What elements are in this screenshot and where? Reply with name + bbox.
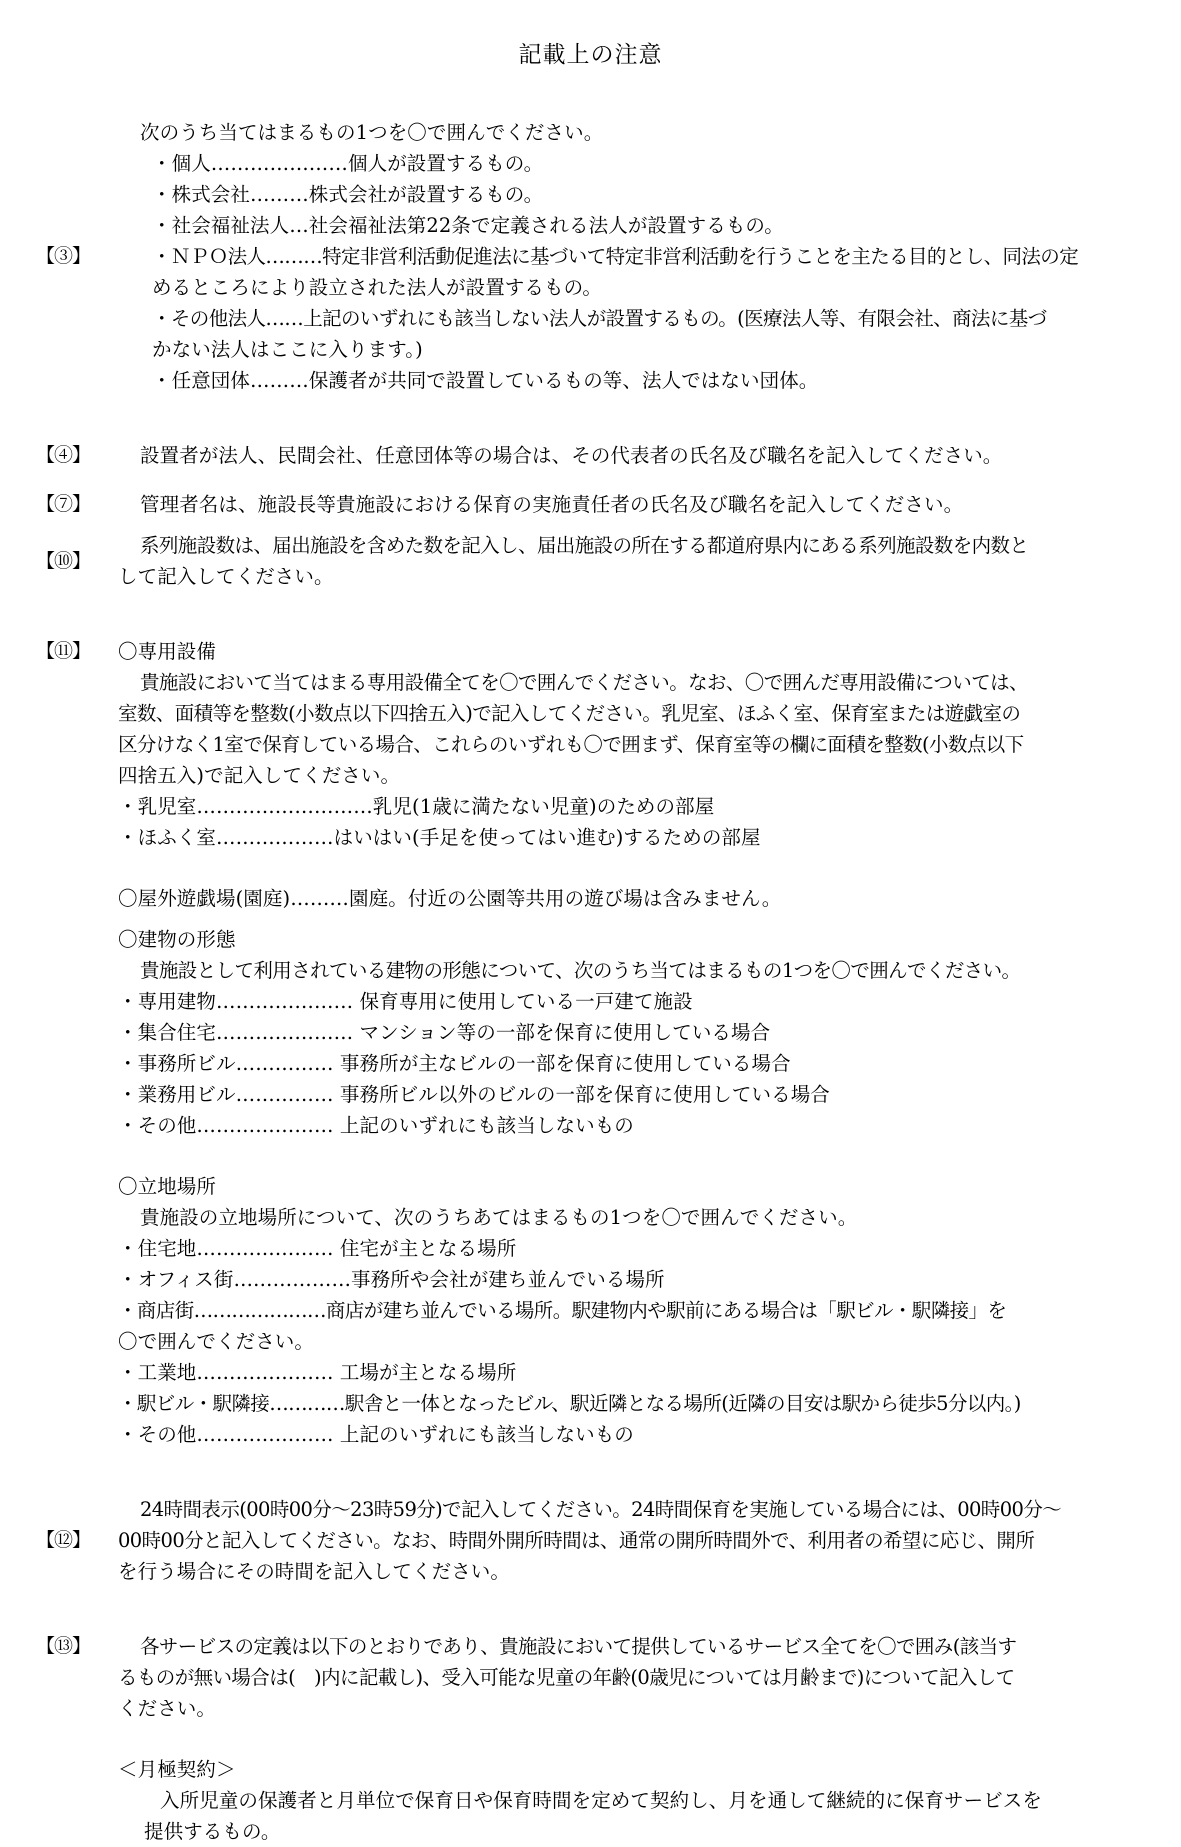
- list-item: ・その他法人……上記のいずれにも該当しない法人が設置するもの。(医療法人等、有限会社、商法に基づ: [152, 307, 1047, 330]
- intro-body: [118, 117, 1159, 241]
- spacer: [36, 471, 1159, 489]
- section-marker-11: 【⑪】: [36, 640, 91, 662]
- intro-section: [36, 117, 1159, 241]
- page-title: 記載上の注意: [518, 42, 663, 68]
- section-11: [36, 636, 1159, 1450]
- list-item: ・住宅地………………… 住宅が主となる場所: [118, 1237, 517, 1260]
- section-marker-7: 【⑦】: [36, 493, 91, 515]
- section-13-text-cont: るものが無い場合は( )内に記載し)、受入可能な児童の年齢(0歳児については月齢まで)について記入して: [118, 1666, 1015, 1689]
- spacer: [118, 914, 1159, 924]
- spacer: [36, 396, 1159, 440]
- list-item: ・駅ビル・駅隣接…………駅舎と一体となったビル、駅近隣となる場所(近隣の目安は駅から徒歩5分以内。): [118, 1392, 1021, 1415]
- section-3-body: [118, 241, 1159, 396]
- list-item: ・その他………………… 上記のいずれにも該当しないもの: [118, 1114, 634, 1137]
- section-12: [36, 1494, 1159, 1587]
- contract-heading: ＜月極契約＞: [118, 1758, 236, 1781]
- building-heading: 〇建物の形態: [118, 928, 236, 951]
- spacer: [36, 1587, 1159, 1631]
- section-11-body: [118, 636, 1159, 1450]
- section-12-text-cont: を行う場合にその時間を記入してください。: [118, 1560, 511, 1583]
- contract-line: 入所児童の保護者と月単位で保育日や保育時間を定めて契約し、月を通して継続的に保育サービスを: [160, 1789, 1043, 1812]
- spacer: [118, 853, 1159, 883]
- location-heading: 〇立地場所: [118, 1175, 217, 1198]
- section-13-text: 各サービスの定義は以下のとおりであり、貴施設において提供しているサービス全てを〇で囲み(該当す: [140, 1635, 1017, 1658]
- section-12-text-cont: 00時00分と記入してください。なお、時間外開所時間は、通常の開所時間外で、利用者の希望に応じ、開所: [118, 1529, 1035, 1552]
- list-item: ・集合住宅………………… マンション等の一部を保育に使用している場合: [118, 1021, 771, 1044]
- section-4: [36, 440, 1159, 471]
- section-13-text-cont: ください。: [118, 1697, 217, 1720]
- section-7: [36, 489, 1159, 520]
- list-item: ・専用建物………………… 保育専用に使用している一戸建て施設: [118, 990, 693, 1013]
- section-marker-12: 【⑫】: [36, 1529, 91, 1551]
- list-item: ・工業地………………… 工場が主となる場所: [118, 1361, 517, 1384]
- list-item: ・任意団体………保護者が共同で設置しているもの等、法人ではない団体。: [152, 369, 819, 392]
- intro-lead: 次のうち当てはまるもの1つを〇で囲んでください。: [140, 121, 604, 144]
- section-marker-13: 【⑬】: [36, 1635, 91, 1657]
- document-body: [0, 117, 1181, 1847]
- list-item: ・業務用ビル…………… 事務所ビル以外のビルの一部を保育に使用している場合: [118, 1083, 830, 1106]
- list-item: ・ＮＰＯ法人………特定非営利活動促進法に基づいて特定非営利活動を行うことを主たる目的とし、同法の定: [152, 245, 1079, 268]
- section-10: [36, 530, 1159, 592]
- section-marker-4: 【④】: [36, 444, 91, 466]
- list-item: ・事務所ビル…………… 事務所が主なビルの一部を保育に使用している場合: [118, 1052, 791, 1075]
- list-item-cont: めるところにより設立された法人が設置するもの。: [152, 276, 603, 299]
- section-4-body: [118, 440, 1159, 471]
- list-item: ・個人…………………個人が設置するもの。: [152, 152, 544, 175]
- list-item-cont: かない法人はここに入ります。): [152, 338, 423, 361]
- section-10-body: [118, 530, 1159, 592]
- equipment-line: 貴施設において当てはまる専用設備全てを〇で囲んでください。なお、〇で囲んだ専用設備については、: [140, 671, 1028, 694]
- list-item: ・オフィス街………………事務所や会社が建ち並んでいる場所: [118, 1268, 665, 1291]
- list-item: ・商店街…………………商店が建ち並んでいる場所。駅建物内や駅前にある場合は「駅ビル・駅隣接」を: [118, 1299, 1007, 1322]
- document-page: [0, 36, 1181, 1843]
- section-4-text: 設置者が法人、民間会社、任意団体等の場合は、その代表者の氏名及び職名を記入してください。: [140, 444, 1003, 467]
- list-item: ・その他………………… 上記のいずれにも該当しないもの: [118, 1423, 634, 1446]
- section-13: [36, 1631, 1159, 1847]
- spacer: [36, 1450, 1159, 1494]
- section-7-body: [118, 489, 1159, 520]
- equipment-line: 四捨五入)で記入してください。: [118, 764, 401, 787]
- section-7-text: 管理者名は、施設長等貴施設における保育の実施責任者の氏名及び職名を記入してください。: [140, 493, 964, 516]
- section-marker-3: 【③】: [36, 245, 91, 267]
- spacer: [118, 1141, 1159, 1171]
- outdoor-playground-line: 〇屋外遊戯場(園庭)………園庭。付近の公園等共用の遊び場は含みません。: [118, 887, 782, 910]
- list-item: ・ほふく室………………はいはい(手足を使ってはい進む)するための部屋: [118, 826, 761, 849]
- equipment-heading: 〇専用設備: [118, 640, 217, 663]
- location-intro: 貴施設の立地場所について、次のうちあてはまるもの1つを〇で囲んでください。: [140, 1206, 858, 1229]
- spacer: [36, 520, 1159, 530]
- equipment-line: 室数、面積等を整数(小数点以下四捨五入)で記入してください。乳児室、ほふく室、保育室または遊戯室の: [118, 702, 1021, 725]
- building-intro: 貴施設として利用されている建物の形態について、次のうち当てはまるもの1つを〇で囲んでください。: [140, 959, 1021, 982]
- section-10-text-cont: して記入してください。: [118, 565, 334, 588]
- section-12-body: [118, 1494, 1159, 1587]
- list-item: ・社会福祉法人…社会福祉法第22条で定義される法人が設置するもの。: [152, 214, 784, 237]
- list-item-cont: 〇で囲んでください。: [118, 1330, 315, 1353]
- spacer: [36, 592, 1159, 636]
- section-3: [36, 241, 1159, 396]
- section-marker-10: 【⑩】: [36, 549, 91, 572]
- list-item: ・乳児室………………………乳児(1歳に満たない児童)のための部屋: [118, 795, 715, 818]
- section-13-body: [118, 1631, 1159, 1847]
- spacer: [118, 1724, 1159, 1754]
- section-10-text: 系列施設数は、届出施設を含めた数を記入し、届出施設の所在する都道府県内にある系列施設数を内数と: [140, 534, 1029, 557]
- contract-line: 提供するもの。: [144, 1820, 281, 1843]
- equipment-line: 区分けなく1室で保育している場合、これらのいずれも〇で囲まず、保育室等の欄に面積を整数(小数点以下: [118, 733, 1024, 756]
- list-item: ・株式会社………株式会社が設置するもの。: [152, 183, 544, 206]
- section-12-text: 24時間表示(00時00分〜23時59分)で記入してください。24時間保育を実施している場合には、00時00分〜: [140, 1498, 1062, 1521]
